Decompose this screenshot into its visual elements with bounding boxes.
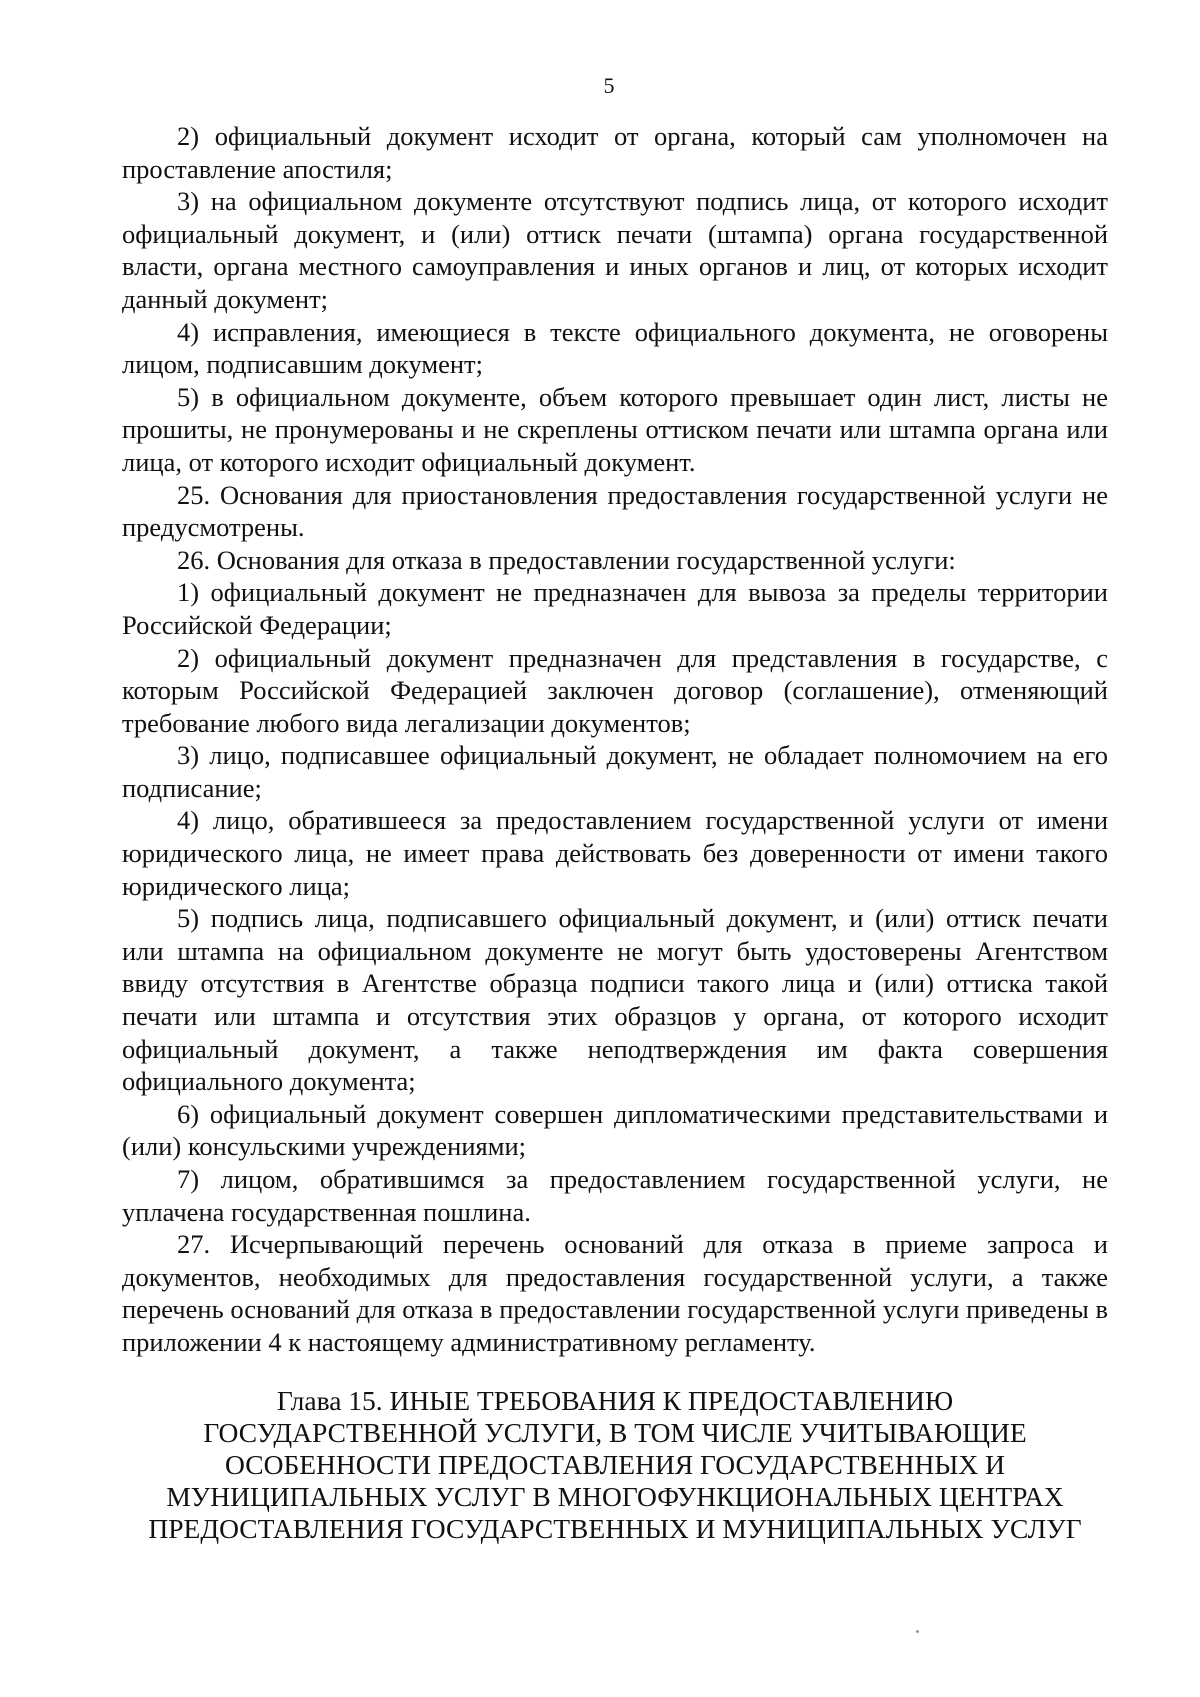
paragraph-refusal-item-3: 3) лицо, подписавшее официальный документ, не обладает полномочием на его подписание; — [122, 740, 1108, 803]
paragraph-clause-27: 27. Исчерпывающий перечень оснований для отказа в приеме запроса и документов, необходимых для предоставления государственной услуги, а также перечень оснований для отказа в предоставлении государственной услуги приведены в приложении 4 к настоящему административному регламенту. — [122, 1229, 1108, 1357]
document-body — [122, 120, 1108, 1359]
paragraph-refusal-item-1: 1) официальный документ не предназначен для вывоза за пределы территории Российской Федерации; — [122, 577, 1108, 640]
paragraph-refusal-item-2: 2) официальный документ предназначен для представления в государстве, с которым Российской Федерацией заключен договор (соглашение), отменяющий требование любого вида легализации документов; — [122, 642, 1108, 738]
paragraph-item-5-unbound-sheets: 5) в официальном документе, объем которого превышает один лист, листы не прошиты, не пронумерованы и не скреплены оттиском печати или штампа органа или лица, от которого исходит официальный документ. — [122, 381, 1108, 477]
chapter-heading-line: ГОСУДАРСТВЕННОЙ УСЛУГИ, В ТОМ ЧИСЛЕ УЧИТЫВАЮЩИЕ — [203, 1417, 1027, 1448]
paragraph-item-3-missing-signature: 3) на официальном документе отсутствуют подпись лица, от которого исходит официальный документ, и (или) оттиск печати (штампа) органа государственной власти, органа местного самоуправления и иных органов и лиц, от которых исходит данный документ; — [122, 186, 1108, 314]
page-number: 5 — [603, 73, 615, 98]
paragraph-clause-26: 26. Основания для отказа в предоставлении государственной услуги: — [177, 544, 956, 575]
paragraph-refusal-item-7: 7) лицом, обратившимся за предоставлением государственной услуги, не уплачена государственная пошлина. — [122, 1164, 1108, 1227]
paragraph-clause-25: 25. Основания для приостановления предоставления государственной услуги не предусмотрены. — [122, 479, 1108, 543]
paragraph-refusal-item-6: 6) официальный документ совершен дипломатическими представительствами и (или) консульскими учреждениями; — [122, 1098, 1108, 1162]
chapter-heading-line: ПРЕДОСТАВЛЕНИЯ ГОСУДАРСТВЕННЫХ И МУНИЦИПАЛЬНЫХ УСЛУГ — [148, 1513, 1082, 1544]
paragraph-refusal-item-4: 4) лицо, обратившееся за предоставлением государственной услуги от имени юридического лица, не имеет права действовать без доверенности от имени такого юридического лица; — [122, 805, 1108, 901]
paragraph-item-2-apostille-authority: 2) официальный документ исходит от органа, который сам уполномочен на проставление апостиля; — [122, 121, 1108, 184]
chapter-heading — [122, 1385, 1108, 1545]
chapter-heading-line: МУНИЦИПАЛЬНЫХ УСЛУГ В МНОГОФУНКЦИОНАЛЬНЫХ ЦЕНТРАХ — [166, 1481, 1064, 1512]
scan-speck — [916, 1630, 919, 1633]
paragraph-refusal-item-5: 5) подпись лица, подписавшего официальный документ, и (или) оттиск печати или штампа на официальном документе не могут быть удостоверены Агентством ввиду отсутствия в Агентстве образца подписи такого лица и (или) оттиска такой печати или штампа и отсутствия этих образцов у органа, от которого исходит официальный документ, а также неподтверждения им факта совершения официального документа; — [122, 903, 1108, 1097]
paragraph-item-4-corrections: 4) исправления, имеющиеся в тексте официального документа, не оговорены лицом, подписавшим документ; — [122, 316, 1108, 380]
chapter-heading-line: Глава 15. ИНЫЕ ТРЕБОВАНИЯ К ПРЕДОСТАВЛЕНИЮ — [276, 1385, 954, 1416]
chapter-heading-line: ОСОБЕННОСТИ ПРЕДОСТАВЛЕНИЯ ГОСУДАРСТВЕННЫХ И — [225, 1449, 1005, 1480]
